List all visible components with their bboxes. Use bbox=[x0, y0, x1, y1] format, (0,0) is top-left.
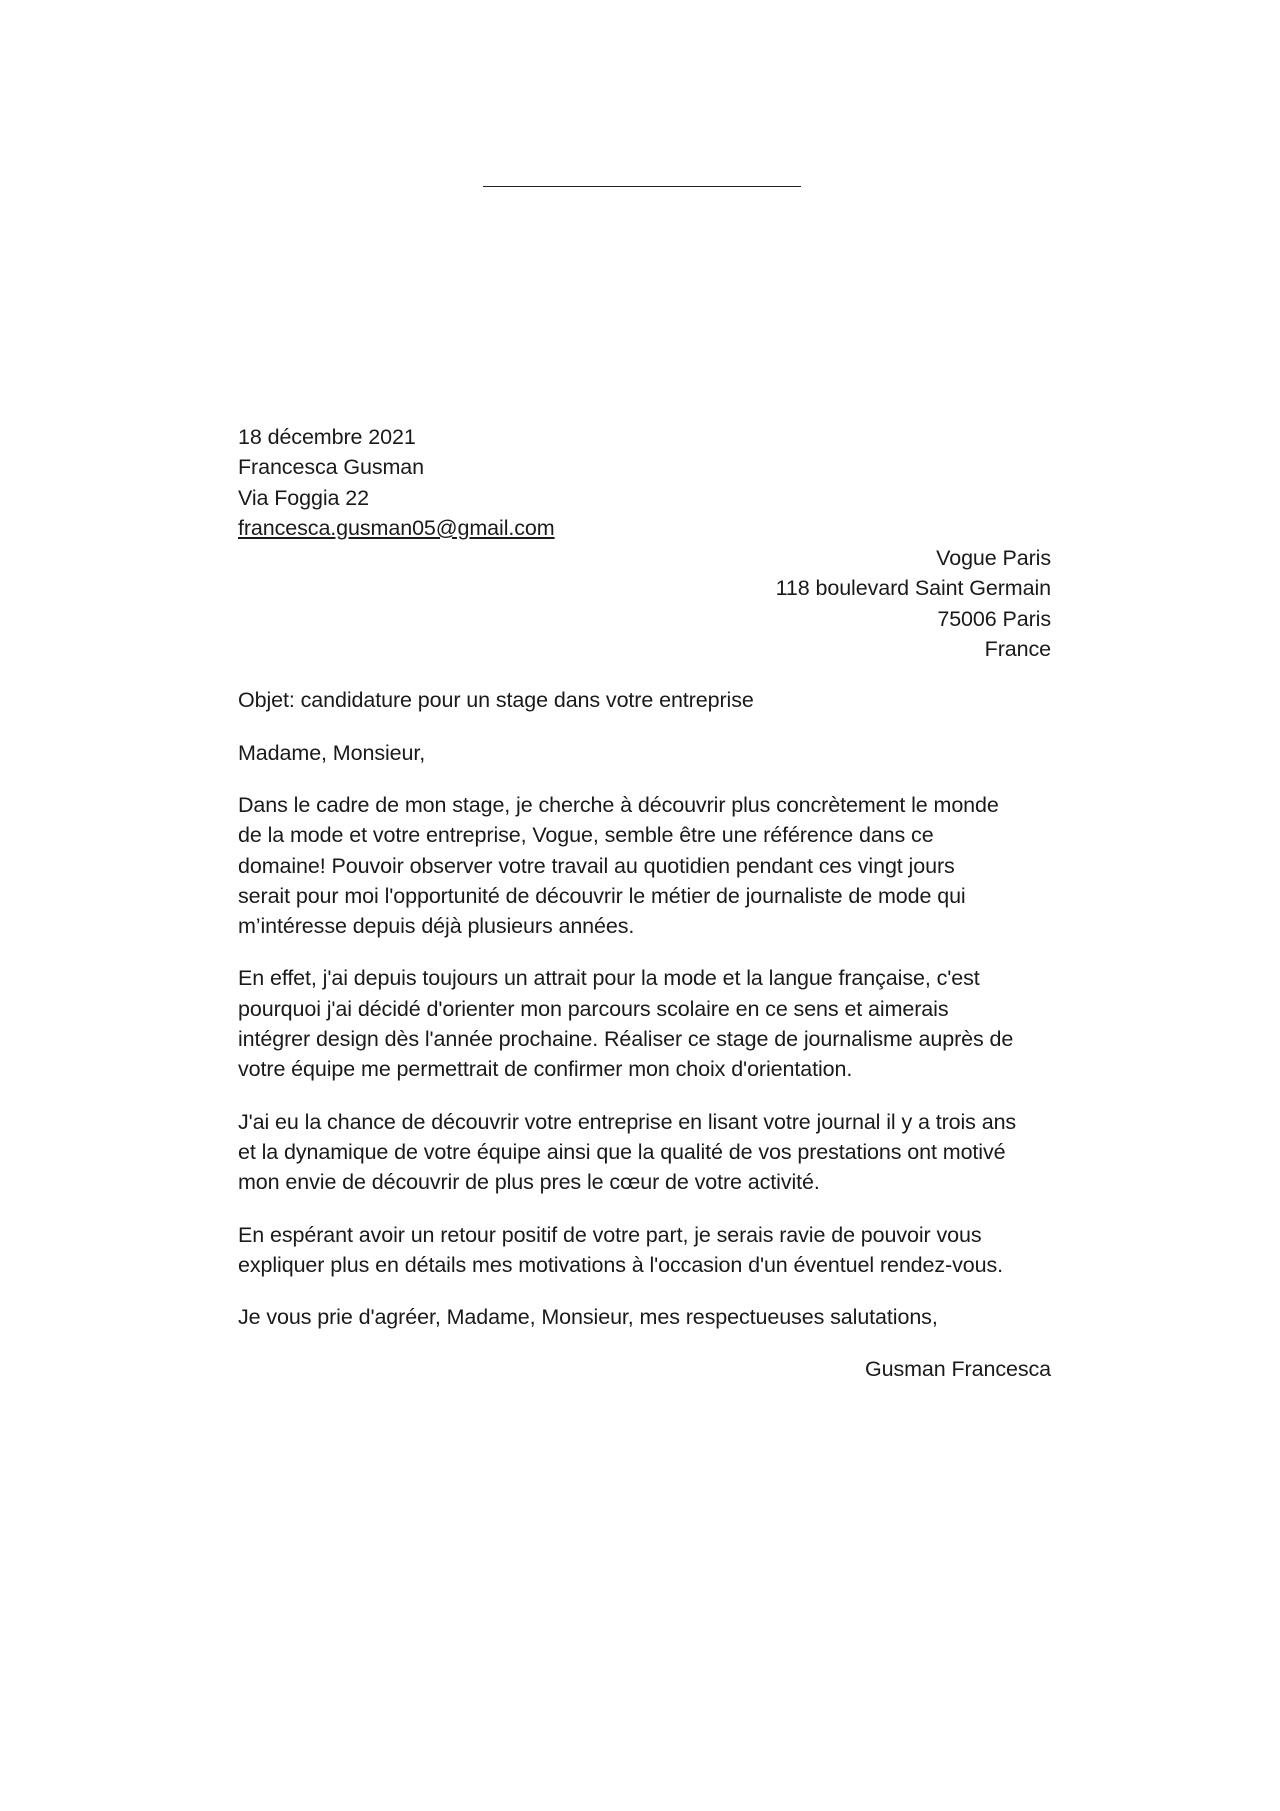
letter-salutation: Madame, Monsieur, bbox=[238, 740, 426, 765]
letter-body bbox=[238, 422, 1051, 1385]
paragraph-line: et la dynamique de votre équipe ainsi que la qualité de vos prestations ont motivé bbox=[238, 1139, 1006, 1164]
paragraph-4 bbox=[238, 1220, 1051, 1281]
recipient-company: Vogue Paris bbox=[936, 546, 1051, 571]
sender-name: Francesca Gusman bbox=[238, 455, 425, 480]
recipient-block bbox=[238, 543, 1051, 664]
letter-subject: Objet: candidature pour un stage dans votre entreprise bbox=[238, 688, 754, 713]
paragraph-line: En espérant avoir un retour positif de votre part, je serais ravie de pouvoir vous bbox=[238, 1222, 982, 1247]
paragraph-line: intégrer design dès l'année prochaine. Réaliser ce stage de journalisme auprès de bbox=[238, 1027, 1014, 1052]
paragraph-line: Dans le cadre de mon stage, je cherche à découvrir plus concrètement le monde bbox=[238, 792, 999, 817]
sender-block bbox=[238, 422, 1051, 543]
paragraph-line: mon envie de découvrir de plus pres le cœur de votre activité. bbox=[238, 1170, 820, 1195]
recipient-country: France bbox=[984, 637, 1051, 662]
paragraph-line: En effet, j'ai depuis toujours un attrait pour la mode et la langue française, c'est bbox=[238, 966, 980, 991]
paragraph-2 bbox=[238, 963, 1051, 1084]
letter-signature: Gusman Francesca bbox=[864, 1357, 1051, 1382]
paragraph-1 bbox=[238, 790, 1051, 941]
paragraph-line: domaine! Pouvoir observer votre travail au quotidien pendant ces vingt jours bbox=[238, 853, 955, 878]
paragraph-line: serait pour moi l'opportunité de découvrir le métier de journaliste de mode qui bbox=[238, 883, 966, 908]
header-rule bbox=[483, 186, 801, 187]
paragraph-line: de la mode et votre entreprise, Vogue, semble être une référence dans ce bbox=[238, 823, 934, 848]
paragraph-line: m’intéresse depuis déjà plusieurs années. bbox=[238, 914, 635, 939]
paragraph-3 bbox=[238, 1107, 1051, 1198]
paragraph-line: expliquer plus en détails mes motivations à l'occasion d'un éventuel rendez-vous. bbox=[238, 1252, 1003, 1277]
paragraph-line: pourquoi j'ai décidé d'orienter mon parcours scolaire en ce sens et aimerais bbox=[238, 996, 949, 1021]
recipient-street: 118 boulevard Saint Germain bbox=[775, 576, 1051, 601]
paragraph-line: votre équipe me permettrait de confirmer mon choix d'orientation. bbox=[238, 1057, 853, 1082]
letter-closing: Je vous prie d'agréer, Madame, Monsieur, mes respectueuses salutations, bbox=[238, 1305, 938, 1330]
recipient-city: 75006 Paris bbox=[937, 606, 1051, 631]
sender-email-link[interactable]: francesca.gusman05@gmail.com bbox=[238, 515, 555, 540]
paragraph-line: J'ai eu la chance de découvrir votre entreprise en lisant votre journal il y a trois ans bbox=[238, 1109, 1017, 1134]
letter-date: 18 décembre 2021 bbox=[238, 425, 416, 449]
sender-address: Via Foggia 22 bbox=[238, 485, 369, 510]
